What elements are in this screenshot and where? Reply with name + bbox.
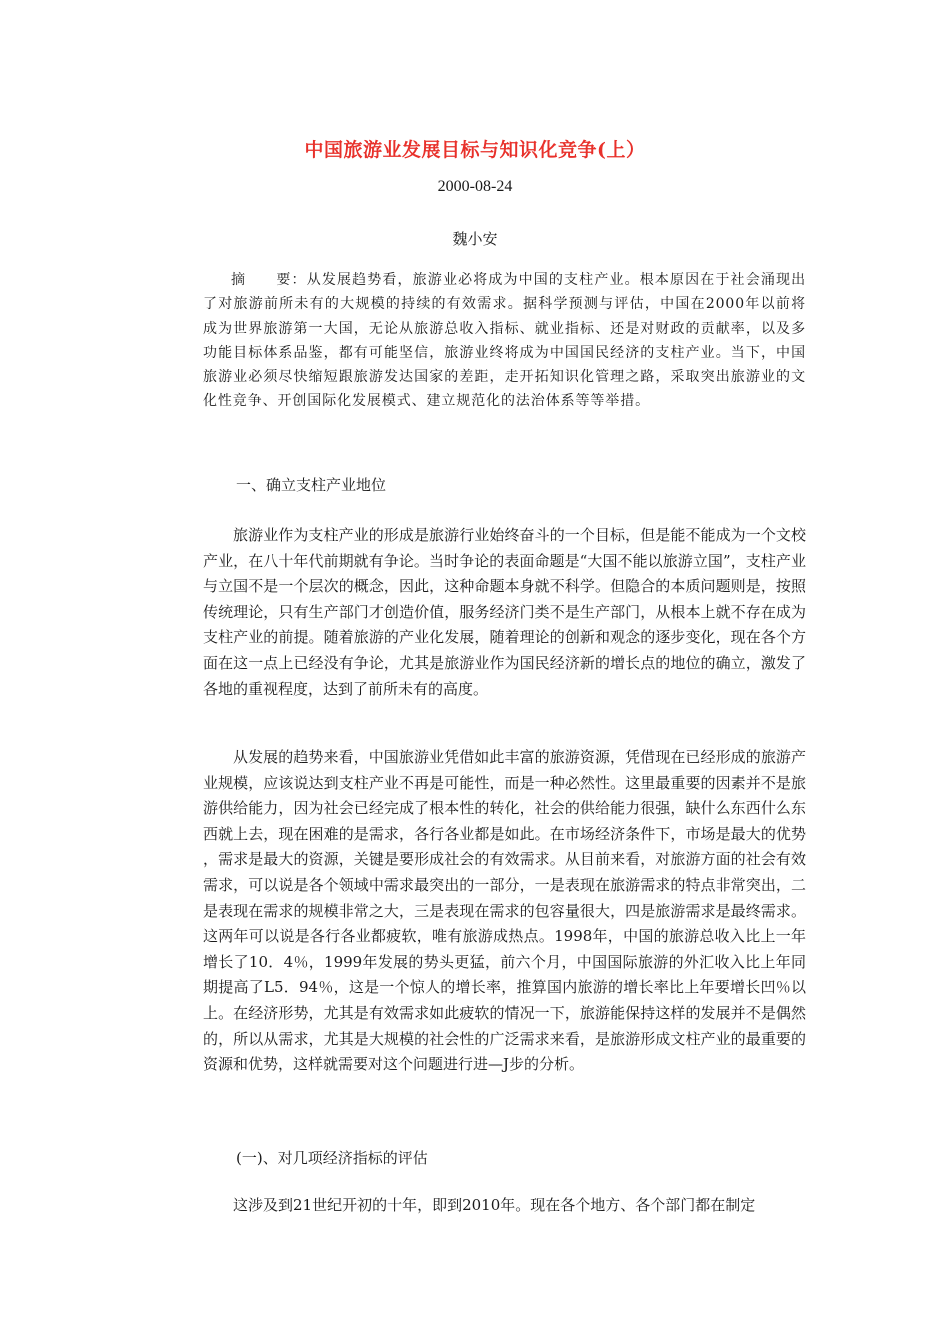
subsection-heading: (一)、对几项经济指标的评估: [236, 1149, 428, 1167]
publish-date: 2000-08-24: [437, 178, 513, 195]
author-name: 魏小安: [452, 230, 498, 248]
abstract-text: 从发展趋势看，旅游业必将成为中国的支柱产业。根本原因在于社会涌现出了对旅游前所未有的大规模的持续的有效需求。据科学预测与评估，中国在2000年以前将成为世界旅游第一大国，无论从旅游总收入指标、就业指标、还是对财政的贡献率，以及多功能目标体系品鉴，都有可能坚信，旅游业终将成为中国国民经济的支柱产业。当下，中国旅游业必须尽快缩短跟旅游发达国家的差距，走开拓知识化管理之路，采取突出旅游业的文化性竞争、开创国际化发展模式、建立规范化的法治体系等等举措。: [203, 272, 807, 410]
abstract-paragraph: [203, 268, 806, 414]
body-paragraph: 这涉及到21世纪开初的十年，即到2010年。现在各个地方、各个部门都在制定: [233, 1196, 756, 1214]
section-heading: 一、确立支柱产业地位: [236, 476, 387, 494]
document-title: 中国旅游业发展目标与知识化竞争(上）: [304, 138, 646, 161]
abstract-label: 摘 要：: [231, 272, 307, 288]
body-paragraph: 旅游业作为支柱产业的形成是旅游行业始终奋斗的一个目标，但是能不能成为一个文校产业，在八十年代前期就有争论。当时争论的表面命题是“大国不能以旅游立国”，支柱产业与立国不是一个层次的概念，因此，这种命题本身就不科学。但隐合的本质问题则是，按照传统理论，只有生产部门才创造价值，服务经济门类不是生产部门，从根本上就不存在成为支柱产业的前提。随着旅游的产业化发展，随着理论的创新和观念的逐步变化，现在各个方面在这一点上已经没有争论，尤其是旅游业作为国民经济新的增长点的地位的确立，激发了各地的重视程度，达到了前所未有的高度。: [203, 526, 806, 698]
body-paragraph: 从发展的趋势来看，中国旅游业凭借如此丰富的旅游资源，凭借现在已经形成的旅游产业规模，应该说达到支柱产业不再是可能性，而是一种必然性。这里最重要的因素并不是旅游供给能力，因为社会已经完成了根本性的转化，社会的供给能力很强，缺什么东西什么东西就上去，现在困难的是需求，各行各业都是如此。在市场经济条件下，市场是最大的优势，需求是最大的资源，关键是要形成社会的有效需求。从目前来看，对旅游方面的社会有效需求，可以说是各个领域中需求最突出的一部分，一是表现在旅游需求的特点非常突出，二是表现在需求的规模非常之大，三是表现在需求的包容量很大，四是旅游需求是最终需求。这两年可以说是各行各业都疲软，唯有旅游成热点。1998年，中国的旅游总收入比上一年增长了10．4％，1999年发展的势头更猛，前六个月，中国国际旅游的外汇收入比上年同期提高了L5．94％，这是一个惊人的增长率，推算国内旅游的增长率比上年要增长凹％以上。在经济形势，尤其是有效需求如此疲软的情况一下，旅游能保持这样的发展并不是偶然的，所以从需求，尤其是大规模的社会性的广泛需求来看，是旅游形成文柱产业的最重要的资源和优势，这样就需要对这个问题进行进—J步的分析。: [203, 748, 806, 1074]
